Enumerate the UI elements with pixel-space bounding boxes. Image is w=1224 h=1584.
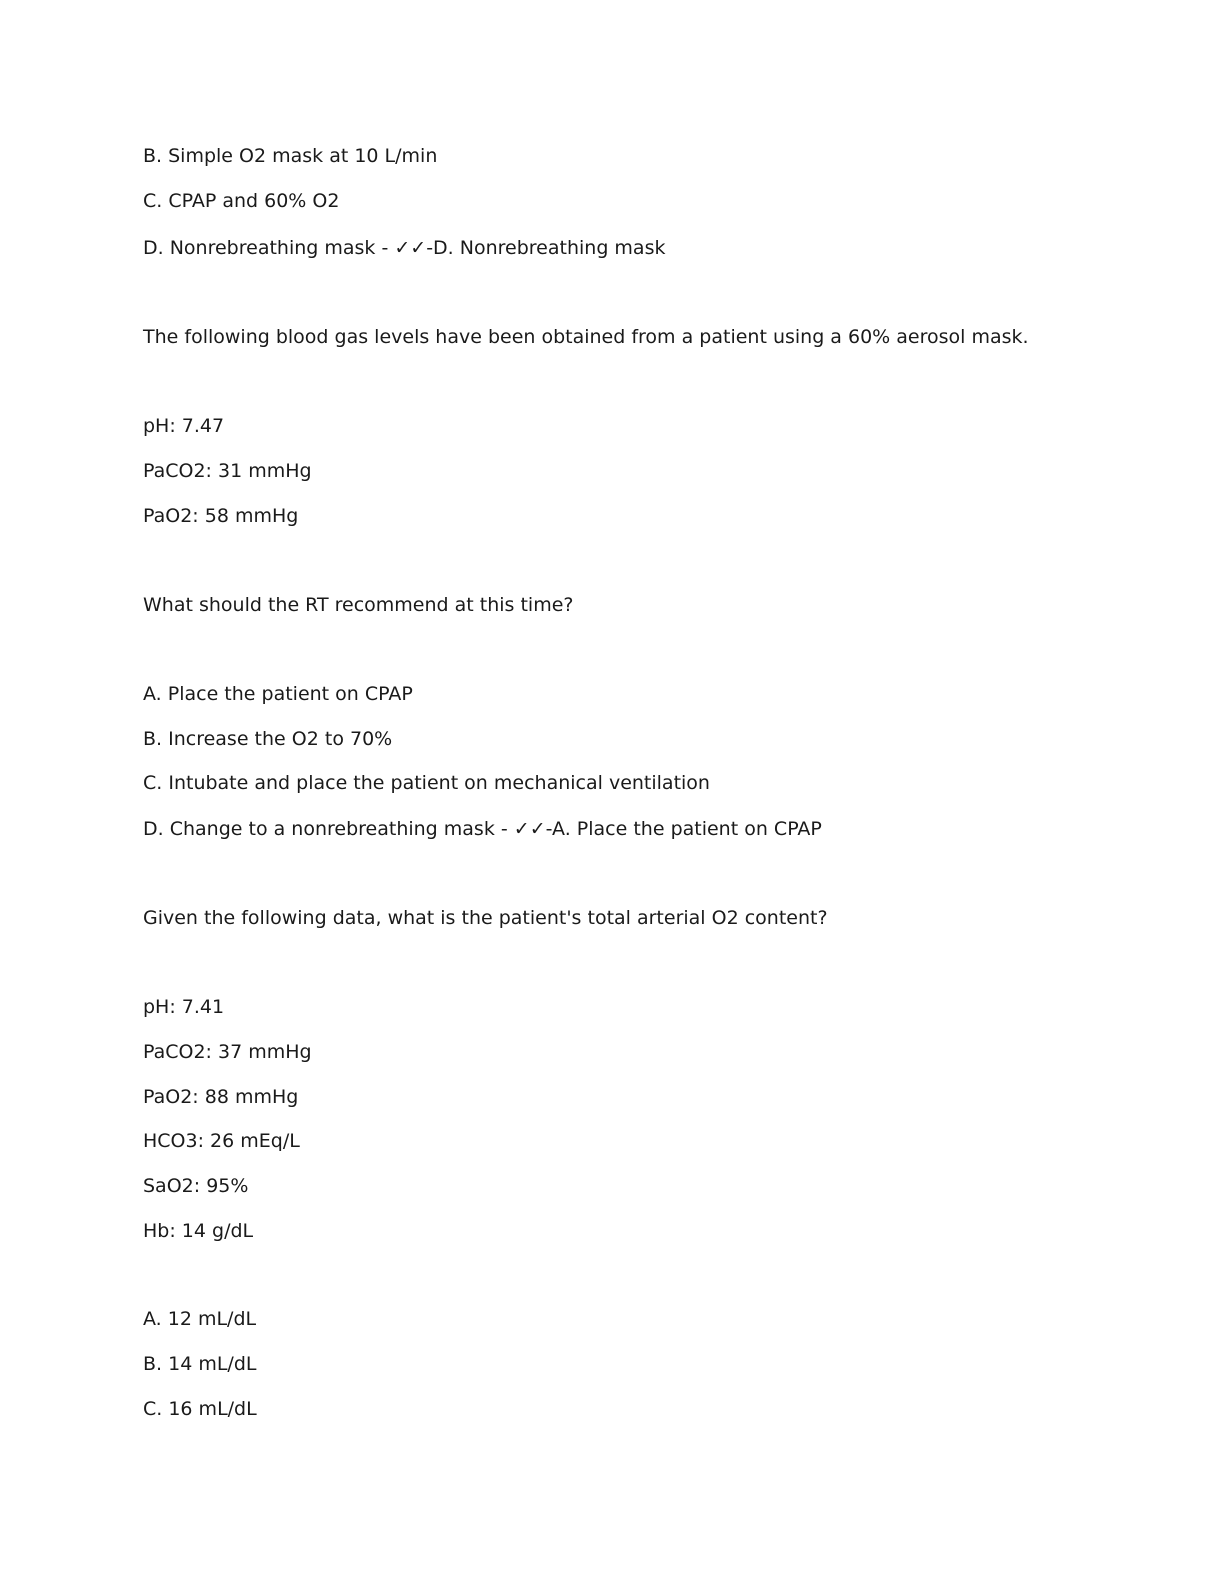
answer-option-c: C. CPAP and 60% O2 <box>143 190 340 212</box>
lab-value: PaO2: 88 mmHg <box>143 1086 299 1108</box>
lab-value: HCO3: 26 mEq/L <box>143 1130 300 1152</box>
question-stem: Given the following data, what is the patient's total arterial O2 content? <box>143 907 828 929</box>
answer-option-d-with-key: D. Nonrebreathing mask - ✓✓-D. Nonrebreathing mask <box>143 237 666 259</box>
lab-value: Hb: 14 g/dL <box>143 1220 254 1242</box>
answer-option-b: B. Increase the O2 to 70% <box>143 728 393 750</box>
answer-option-a: A. 12 mL/dL <box>143 1308 257 1330</box>
answer-option-d-with-key: D. Change to a nonrebreathing mask - ✓✓-A. Place the patient on CPAP <box>143 818 822 840</box>
answer-option-c: C. Intubate and place the patient on mechanical ventilation <box>143 772 710 794</box>
lab-value: PaCO2: 31 mmHg <box>143 460 312 482</box>
answer-option-b: B. Simple O2 mask at 10 L/min <box>143 145 438 167</box>
lab-value: PaO2: 58 mmHg <box>143 505 299 527</box>
lab-value: SaO2: 95% <box>143 1175 249 1197</box>
answer-option-c: C. 16 mL/dL <box>143 1398 257 1420</box>
answer-option-b: B. 14 mL/dL <box>143 1353 257 1375</box>
lab-value: pH: 7.47 <box>143 415 225 437</box>
lab-value: PaCO2: 37 mmHg <box>143 1041 312 1063</box>
question-prompt: What should the RT recommend at this time? <box>143 594 574 616</box>
answer-option-a: A. Place the patient on CPAP <box>143 683 413 705</box>
question-stem: The following blood gas levels have been obtained from a patient using a 60% aerosol mask. <box>143 326 1029 348</box>
lab-value: pH: 7.41 <box>143 996 225 1018</box>
